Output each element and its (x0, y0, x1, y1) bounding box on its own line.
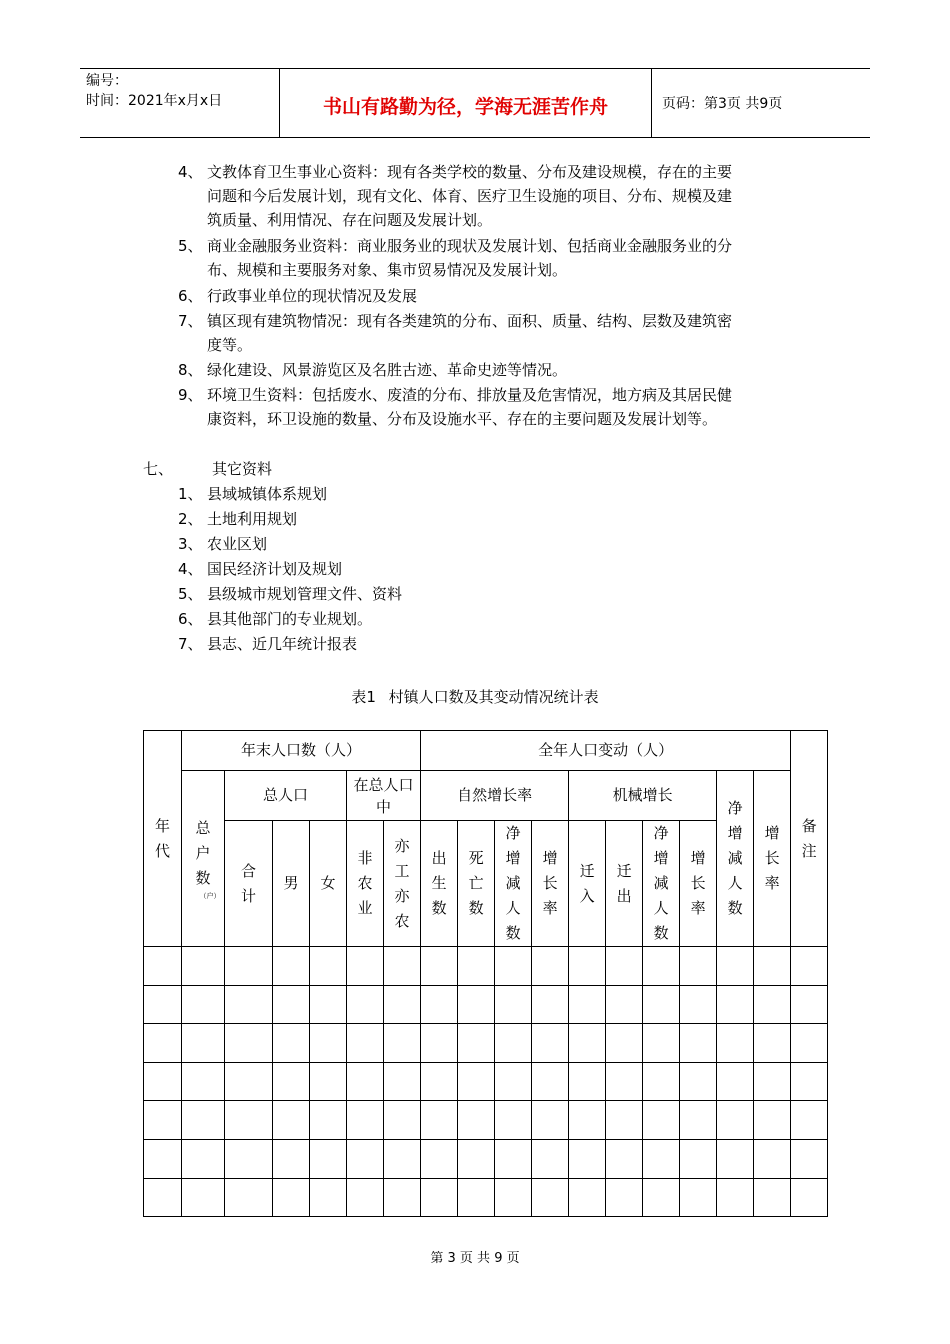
table-cell[interactable] (458, 1024, 495, 1063)
sub-item-number: 2、 (178, 510, 203, 528)
header-worker-farmer: 亦工亦农 (384, 821, 421, 947)
table-row (144, 1024, 828, 1063)
header-sum: 合计 (225, 821, 273, 947)
table-cell[interactable] (495, 1024, 532, 1063)
item-number: 5、 (178, 237, 203, 255)
header-net-total: 净增减人数 (717, 771, 754, 947)
table-cell[interactable] (754, 1101, 791, 1140)
table-cell[interactable] (532, 1062, 569, 1101)
table-cell[interactable] (643, 1101, 680, 1140)
item-line: 问题和今后发展计划，现有文化、体育、医疗卫生设施的项目、分布、规模及建 (207, 187, 733, 205)
table-cell[interactable] (225, 1139, 273, 1178)
table-cell[interactable] (310, 1024, 347, 1063)
header-year-end-pop: 年末人口数（人） (182, 731, 421, 771)
table-cell[interactable] (182, 1101, 225, 1140)
table-cell[interactable] (347, 1024, 384, 1063)
table-cell[interactable] (273, 1024, 310, 1063)
table-cell[interactable] (791, 1178, 828, 1217)
header-male: 男 (273, 821, 310, 947)
item-line: 布、规模和主要服务对象、集市贸易情况及发展计划。 (207, 261, 568, 279)
table-cell[interactable] (421, 947, 458, 986)
table-caption-number: 表1 (351, 688, 376, 706)
table-cell[interactable] (791, 985, 828, 1024)
table-cell[interactable] (495, 1062, 532, 1101)
table-cell[interactable] (754, 1139, 791, 1178)
header-year: 年代 (144, 731, 182, 947)
table-cell[interactable] (421, 1178, 458, 1217)
table-cell[interactable] (717, 985, 754, 1024)
table-cell[interactable] (458, 1178, 495, 1217)
header-full-year-change: 全年人口变动（人） (421, 731, 791, 771)
item-number: 9、 (178, 386, 203, 404)
table-cell[interactable] (347, 1062, 384, 1101)
item-number: 7、 (178, 312, 203, 330)
table-row (144, 1062, 828, 1101)
table-cell[interactable] (273, 947, 310, 986)
header-mechanical-net: 净增减人数 (643, 821, 680, 947)
header-growth-total: 增长率 (754, 771, 791, 947)
table-cell[interactable] (532, 985, 569, 1024)
table-cell[interactable] (606, 985, 643, 1024)
table-cell[interactable] (495, 1139, 532, 1178)
item-line: 筑质量、利用情况、存在问题及发展计划。 (207, 211, 493, 229)
table-cell[interactable] (182, 1178, 225, 1217)
header-households-unit: （户） (199, 892, 221, 900)
table-cell[interactable] (310, 1062, 347, 1101)
table-cell[interactable] (273, 985, 310, 1024)
table-cell[interactable] (606, 1178, 643, 1217)
table-cell[interactable] (273, 1139, 310, 1178)
item-number: 6、 (178, 287, 203, 305)
table-cell[interactable] (532, 1178, 569, 1217)
section-number: 七、 (143, 460, 174, 478)
header-births: 出生数 (421, 821, 458, 947)
table-cell[interactable] (680, 1101, 717, 1140)
table-cell[interactable] (532, 947, 569, 986)
table-cell[interactable] (144, 1139, 182, 1178)
table-cell[interactable] (791, 1062, 828, 1101)
table-caption (0, 686, 950, 707)
sub-item-number: 1、 (178, 485, 203, 503)
header-mechanical-growth: 机械增长 (569, 771, 717, 821)
table-cell[interactable] (182, 1062, 225, 1101)
table-cell[interactable] (754, 1178, 791, 1217)
table-cell[interactable] (347, 947, 384, 986)
table-cell[interactable] (643, 985, 680, 1024)
table-cell[interactable] (791, 1101, 828, 1140)
table-cell[interactable] (643, 1024, 680, 1063)
table-cell[interactable] (225, 1101, 273, 1140)
header-mechanical-rate: 增长率 (680, 821, 717, 947)
section-title: 其它资料 (212, 460, 273, 478)
table-cell[interactable] (495, 985, 532, 1024)
table-cell[interactable] (384, 985, 421, 1024)
item-line: 绿化建设、风景游览区及名胜古迹、革命史迹等情况。 (207, 361, 568, 379)
table-row (144, 985, 828, 1024)
table-cell[interactable] (225, 1178, 273, 1217)
table-cell[interactable] (273, 1101, 310, 1140)
table-cell[interactable] (144, 985, 182, 1024)
header-natural-growth: 自然增长率 (421, 771, 569, 821)
header-natural-rate: 增长率 (532, 821, 569, 947)
sub-item-number: 6、 (178, 610, 203, 628)
table-cell[interactable] (643, 1139, 680, 1178)
table-cell[interactable] (225, 1062, 273, 1101)
table-cell[interactable] (717, 947, 754, 986)
item-number: 4、 (178, 163, 203, 181)
table-cell[interactable] (643, 1178, 680, 1217)
table-cell[interactable] (458, 1101, 495, 1140)
table-cell[interactable] (569, 1062, 606, 1101)
sub-item-number: 5、 (178, 585, 203, 603)
table-cell[interactable] (421, 1024, 458, 1063)
table-cell[interactable] (680, 1062, 717, 1101)
table-cell[interactable] (310, 1178, 347, 1217)
sub-item-text: 县级城市规划管理文件、资料 (207, 585, 403, 603)
table-cell[interactable] (495, 1178, 532, 1217)
table-cell[interactable] (458, 947, 495, 986)
table-cell[interactable] (717, 1024, 754, 1063)
table-cell[interactable] (680, 947, 717, 986)
table-cell[interactable] (421, 1101, 458, 1140)
table-cell[interactable] (643, 947, 680, 986)
table-body (144, 947, 828, 1217)
table-cell[interactable] (421, 985, 458, 1024)
sub-item-number: 4、 (178, 560, 203, 578)
table-row (144, 1178, 828, 1217)
table-cell[interactable] (717, 1062, 754, 1101)
table-caption-title: 村镇人口数及其变动情况统计表 (388, 688, 599, 706)
item-line: 度等。 (207, 336, 253, 354)
motto: 书山有路勤为径，学海无涯苦作舟 (280, 69, 652, 137)
header-move-out: 迁出 (606, 821, 643, 947)
table-cell[interactable] (310, 947, 347, 986)
table-cell[interactable] (384, 1062, 421, 1101)
table-cell[interactable] (421, 1139, 458, 1178)
table-cell[interactable] (606, 947, 643, 986)
table-cell[interactable] (680, 1024, 717, 1063)
table-cell[interactable] (458, 1062, 495, 1101)
header-female: 女 (310, 821, 347, 947)
table-cell[interactable] (421, 1062, 458, 1101)
table-cell[interactable] (532, 1139, 569, 1178)
table-cell[interactable] (791, 1024, 828, 1063)
sub-item-text: 农业区划 (207, 535, 268, 553)
sub-item-text: 土地利用规划 (207, 510, 298, 528)
page-footer: 第 3 页 共 9 页 (430, 1251, 520, 1266)
header-deaths: 死亡数 (458, 821, 495, 947)
table-cell[interactable] (347, 1101, 384, 1140)
header-left (80, 69, 280, 137)
table-cell[interactable] (606, 1024, 643, 1063)
table-cell[interactable] (384, 947, 421, 986)
table-header-row (144, 731, 828, 771)
sub-item-text: 县志、近几年统计报表 (207, 635, 358, 653)
table-cell[interactable] (144, 1024, 182, 1063)
sub-item-text: 国民经济计划及规划 (207, 560, 343, 578)
item-line: 康资料，环卫设施的数量、分布及设施水平、存在的主要问题及发展计划等。 (207, 410, 718, 428)
item-line: 商业金融服务业资料：商业服务业的现状及发展计划、包括商业金融服务业的分 (207, 237, 733, 255)
item-line: 镇区现有建筑物情况：现有各类建筑的分布、面积、质量、结构、层数及建筑密 (207, 312, 733, 330)
table-cell[interactable] (347, 1178, 384, 1217)
header-natural-net: 净增减人数 (495, 821, 532, 947)
table-header-row (144, 771, 828, 821)
table-cell[interactable] (680, 1139, 717, 1178)
table-cell[interactable] (458, 985, 495, 1024)
table-cell[interactable] (144, 1062, 182, 1101)
table-cell[interactable] (182, 1024, 225, 1063)
date-label: 时间：2021年x月x日 (86, 93, 223, 109)
table-row (144, 947, 828, 986)
table-cell[interactable] (495, 1101, 532, 1140)
table-cell[interactable] (569, 985, 606, 1024)
table-cell[interactable] (791, 1139, 828, 1178)
table-cell[interactable] (606, 1101, 643, 1140)
table-cell[interactable] (754, 985, 791, 1024)
table-cell[interactable] (182, 985, 225, 1024)
table-cell[interactable] (347, 985, 384, 1024)
table-cell[interactable] (182, 947, 225, 986)
page-label: 页码：第3页 共9页 (662, 96, 783, 112)
table-cell[interactable] (680, 985, 717, 1024)
sub-item-text: 县域城镇体系规划 (207, 485, 328, 503)
table-cell[interactable] (495, 947, 532, 986)
table-cell[interactable] (754, 1062, 791, 1101)
table-cell[interactable] (717, 1101, 754, 1140)
table-cell[interactable] (606, 1062, 643, 1101)
table-cell[interactable] (569, 947, 606, 986)
item-line: 文教体育卫生事业心资料：现有各类学校的数量、分布及建设规模，存在的主要 (207, 163, 733, 181)
table-cell[interactable] (144, 1101, 182, 1140)
table-cell[interactable] (569, 1101, 606, 1140)
item-line: 行政事业单位的现状情况及发展 (207, 287, 418, 305)
table-cell[interactable] (643, 1062, 680, 1101)
table-cell[interactable] (717, 1178, 754, 1217)
sub-item-text: 县其他部门的专业规划。 (207, 610, 373, 628)
table-cell[interactable] (569, 1024, 606, 1063)
table-cell[interactable] (754, 947, 791, 986)
table-cell[interactable] (144, 1178, 182, 1217)
sub-item-number: 7、 (178, 635, 203, 653)
table-cell[interactable] (144, 947, 182, 986)
table-cell[interactable] (569, 1139, 606, 1178)
table-cell[interactable] (310, 1139, 347, 1178)
table-cell[interactable] (680, 1178, 717, 1217)
table-cell[interactable] (225, 1024, 273, 1063)
table-cell[interactable] (384, 1024, 421, 1063)
table-cell[interactable] (384, 1101, 421, 1140)
page-header (80, 68, 870, 138)
table-cell[interactable] (273, 1062, 310, 1101)
number-label: 编号： (86, 73, 128, 89)
table-cell[interactable] (384, 1178, 421, 1217)
header-households: 总户数 （户） (182, 771, 225, 947)
table-cell[interactable] (225, 947, 273, 986)
item-line: 环境卫生资料：包括废水、废渣的分布、排放量及危害情况，地方病及其居民健 (207, 386, 733, 404)
table-cell[interactable] (754, 1024, 791, 1063)
header-total-pop: 总人口 (225, 771, 347, 821)
table-cell[interactable] (310, 1101, 347, 1140)
table-row (144, 1101, 828, 1140)
table-cell[interactable] (569, 1178, 606, 1217)
table-row (144, 1139, 828, 1178)
table-cell[interactable] (791, 947, 828, 986)
sub-item-number: 3、 (178, 535, 203, 553)
table-cell[interactable] (310, 985, 347, 1024)
table-cell[interactable] (225, 985, 273, 1024)
header-in-total: 在总人口中 (347, 771, 421, 821)
table-cell[interactable] (182, 1139, 225, 1178)
table-cell[interactable] (532, 1024, 569, 1063)
table-cell[interactable] (532, 1101, 569, 1140)
table-cell[interactable] (273, 1178, 310, 1217)
population-table (143, 730, 828, 1217)
table-cell[interactable] (606, 1139, 643, 1178)
header-remark: 备注 (791, 731, 828, 947)
table-cell[interactable] (384, 1139, 421, 1178)
table-cell[interactable] (717, 1139, 754, 1178)
table-cell[interactable] (458, 1139, 495, 1178)
item-number: 8、 (178, 361, 203, 379)
table-cell[interactable] (347, 1139, 384, 1178)
header-move-in: 迁入 (569, 821, 606, 947)
header-nonagri: 非农业 (347, 821, 384, 947)
